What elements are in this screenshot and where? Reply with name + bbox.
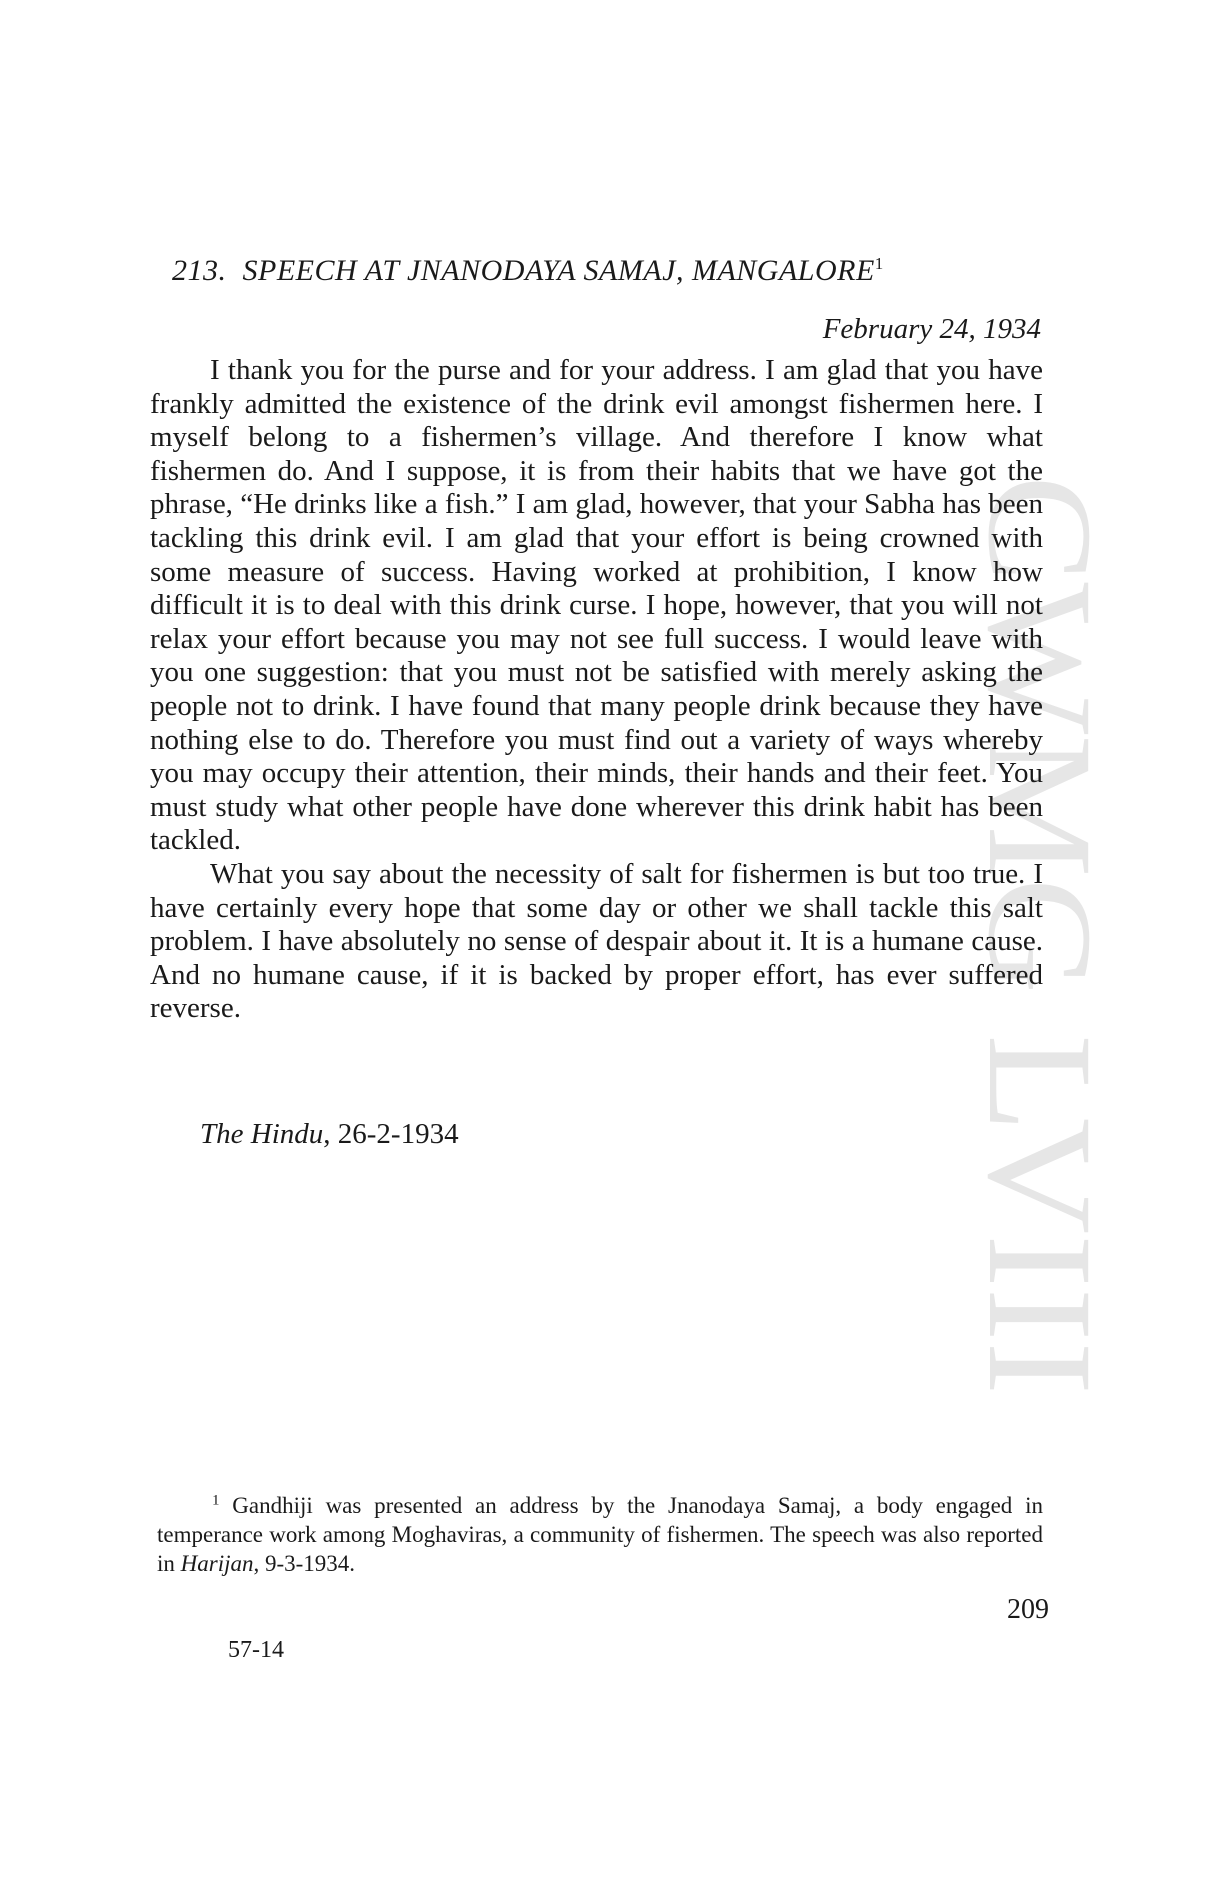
footnote-text: Gandhiji was presented an address by the Jnanodaya Samaj, a body engaged in temperance work among Moghaviras, a community of fishermen. The speech was also reported in [157, 1493, 1043, 1576]
heading-number: 213. [172, 254, 227, 287]
signature-mark: 57-14 [228, 1637, 284, 1663]
source-publication: The Hindu [200, 1118, 324, 1150]
heading-footnote-ref[interactable]: 1 [874, 254, 884, 273]
footnote-marker: 1 [212, 1492, 220, 1509]
heading-title: SPEECH AT JNANODAYA SAMAJ, MANGALORE [242, 254, 875, 287]
paragraph: I thank you for the purse and for your address. I am glad that you have frankly admitted the existence of the drink evil amongst fishermen here. I myself belong to a fishermen’s village. And therefore I know what fishermen do. And I suppose, it is from their habits that we have got the phrase, “He drinks like a fish.” I am glad, however, that your Sabha has been tackling this drink evil. I am glad that your effort is being crowned with some measure of success. Having worked at prohibition, I know how difficult it is to deal with this drink curse. I hope, however, that you will not relax your effort because you may not see full success. I would leave with you one suggestion: that you must not be satisfied with merely asking the people not to drink. I have found that many people drink because they have nothing else to do. Therefore you must find out a variety of ways whereby you may occupy their attention, their minds, their hands and their feet. You must study what other people have done wherever this drink habit has been tackled. [150, 354, 1043, 857]
page-number: 209 [1007, 1594, 1049, 1625]
watermark-text: CWMG LVIII [968, 475, 1118, 1332]
source-citation [200, 1118, 459, 1151]
speech-heading [172, 254, 1052, 288]
paragraph: What you say about the necessity of salt for fishermen is but too true. I have certainly every hope that some day or other we shall tackle this salt problem. I have absolutely no sense of despair about it. It is a humane cause. And no humane cause, if it is backed by proper effort, has ever suffered reverse. [150, 857, 1043, 1025]
source-date: , 26-2-1934 [323, 1118, 459, 1150]
speech-date: February 24, 1934 [822, 313, 1041, 345]
footnote-publication: Harijan [180, 1551, 254, 1576]
footnote [157, 1491, 1043, 1578]
speech-body [150, 354, 1043, 1026]
footnote-date: , 9-3-1934. [253, 1551, 356, 1576]
